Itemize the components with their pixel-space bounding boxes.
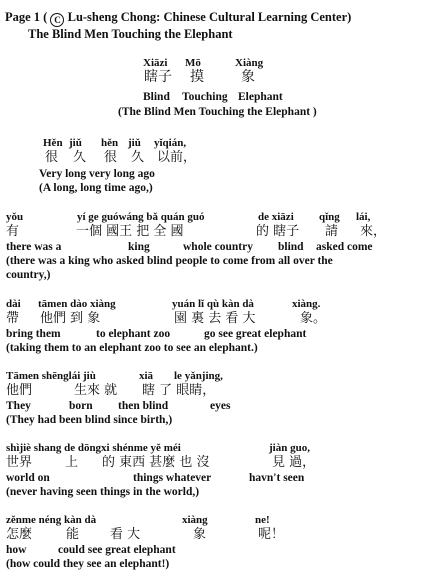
line2-pinyin-5: lái, bbox=[356, 211, 371, 223]
title-hanzi-xiang: 象 bbox=[241, 69, 255, 85]
line2-pinyin-1: yǒu bbox=[6, 211, 24, 223]
line5-hanzi-1: 世界 bbox=[6, 455, 33, 470]
line6-english-1: how bbox=[6, 544, 27, 556]
line4-hanzi-2: 生來 就 bbox=[74, 383, 118, 398]
line2-translation-2: country,) bbox=[6, 269, 51, 281]
line4-translation: (They had been blind since birth,) bbox=[6, 414, 173, 426]
line2-pinyin-2: yí ge guówáng bǎ quán guó bbox=[77, 211, 205, 223]
line6-hanzi-5: 呢！ bbox=[258, 527, 285, 542]
line1-hanzi-5: 以前， bbox=[157, 150, 197, 165]
line2-english-3: whole country bbox=[183, 241, 253, 253]
line5-hanzi-3: 的 東西 甚麼 也 沒 bbox=[102, 455, 210, 470]
line2-translation-1: (there was a king who asked blind people to come from all over the bbox=[6, 255, 333, 267]
line2-english-1: there was a bbox=[6, 241, 62, 253]
line3-pinyin-4: xiàng. bbox=[292, 298, 321, 310]
line2-pinyin-3: de xiāzi bbox=[258, 211, 294, 223]
line1-hanzi-1: 很 bbox=[45, 150, 59, 165]
title-pinyin-mo: Mō bbox=[185, 57, 201, 69]
line3-hanzi-4: 象。 bbox=[300, 311, 327, 326]
line4-pinyin-3: le yǎnjing, bbox=[174, 370, 223, 382]
line6-hanzi-2: 能 bbox=[66, 527, 80, 542]
title-pinyin-xiang: Xiàng bbox=[235, 57, 264, 69]
line6-pinyin-1: zěnme néng kàn dà bbox=[6, 514, 97, 526]
line2-hanzi-5: 來， bbox=[360, 224, 387, 239]
line3-translation: (taking them to an elephant zoo to see an elephant.) bbox=[6, 342, 258, 354]
line1-hanzi-2: 久 bbox=[73, 150, 87, 165]
title-english-blind: Blind bbox=[143, 91, 170, 103]
line5-english-2: things whatever bbox=[133, 472, 212, 484]
line4-english-4: eyes bbox=[210, 400, 231, 412]
line1-pinyin-3: hěn bbox=[101, 137, 119, 149]
line6-hanzi-4: 象 bbox=[193, 527, 207, 542]
copyright-icon: C bbox=[50, 13, 64, 27]
line6-translation: (how could they see an elephant!) bbox=[6, 558, 170, 570]
credit-text: Lu-sheng Chong: Chinese Cultural Learning Center) bbox=[67, 10, 352, 24]
line5-pinyin-1: shìjiè shang de dōngxi shénme yě méi bbox=[6, 442, 181, 454]
line3-pinyin-1: dài bbox=[6, 298, 21, 310]
line4-english-1: They bbox=[6, 400, 31, 412]
line3-hanzi-3: 園 裏 去 看 大 bbox=[174, 311, 256, 326]
line2-hanzi-4: 請 bbox=[325, 224, 339, 239]
line4-english-3: then blind bbox=[118, 400, 169, 412]
title-english-elephant: Elephant bbox=[238, 91, 283, 103]
line1-translation: (A long, long time ago,) bbox=[39, 182, 153, 194]
line4-hanzi-1: 他們 bbox=[6, 383, 33, 398]
title-pinyin-xiazi: Xiāzi bbox=[143, 57, 168, 69]
line4-pinyin-1: Tāmen shēnglái jiù bbox=[6, 370, 96, 382]
page-label: Page 1 ( bbox=[5, 10, 48, 24]
title-hanzi-xiazi: 瞎子 bbox=[144, 69, 172, 85]
page-header bbox=[5, 11, 351, 27]
line3-hanzi-1: 帶 bbox=[6, 311, 20, 326]
line1-hanzi-4: 久 bbox=[131, 150, 145, 165]
title-english-touching: Touching bbox=[182, 91, 228, 103]
line3-hanzi-2: 他們 到 象 bbox=[40, 311, 101, 326]
line2-hanzi-2: 一個 國王 把 全 國 bbox=[76, 224, 184, 239]
line5-english-1: world on bbox=[6, 472, 50, 484]
line3-english-1: bring them bbox=[6, 328, 61, 340]
line2-english-2: king bbox=[128, 241, 150, 253]
line4-english-2: born bbox=[69, 400, 93, 412]
line5-english-3: havn't seen bbox=[249, 472, 305, 484]
title-translation: (The Blind Men Touching the Elephant ) bbox=[118, 106, 317, 118]
line1-pinyin-5: yǐqián, bbox=[154, 137, 187, 149]
line1-pinyin-4: jiǔ bbox=[128, 137, 141, 149]
line3-english-2: to elephant zoo bbox=[96, 328, 171, 340]
line5-hanzi-2: 上 bbox=[65, 455, 79, 470]
line2-hanzi-1: 有 bbox=[6, 224, 20, 239]
line6-pinyin-2: xiàng bbox=[182, 514, 208, 526]
line3-english-3: go see great elephant bbox=[204, 328, 307, 340]
line3-pinyin-3: yuán lǐ qù kàn dà bbox=[172, 298, 254, 310]
document-title: The Blind Men Touching the Elephant bbox=[28, 27, 233, 41]
line6-hanzi-1: 怎麼 bbox=[6, 527, 33, 542]
line4-pinyin-2: xiā bbox=[139, 370, 154, 382]
line6-english-2: could see great elephant bbox=[58, 544, 176, 556]
line4-hanzi-3: 瞎 了 眼睛， bbox=[142, 383, 216, 398]
line2-english-4: blind bbox=[278, 241, 304, 253]
line5-pinyin-2: jiàn guo, bbox=[269, 442, 310, 454]
line2-hanzi-3: 的 瞎子 bbox=[256, 224, 300, 239]
line1-pinyin-2: jiǔ bbox=[69, 137, 82, 149]
line6-hanzi-3: 看 大 bbox=[110, 527, 141, 542]
line6-pinyin-3: ne! bbox=[255, 514, 270, 526]
line1-english: Very long very long ago bbox=[39, 168, 155, 180]
line3-pinyin-2: tāmen dào xiàng bbox=[38, 298, 116, 310]
line2-pinyin-4: qǐng bbox=[319, 211, 340, 223]
line2-english-5: asked come bbox=[316, 241, 373, 253]
line5-hanzi-4: 見 過， bbox=[272, 455, 316, 470]
title-hanzi-mo: 摸 bbox=[190, 69, 204, 85]
line1-hanzi-3: 很 bbox=[104, 150, 118, 165]
line5-translation: (never having seen things in the world,) bbox=[6, 486, 200, 498]
line1-pinyin-1: Hěn bbox=[43, 137, 63, 149]
